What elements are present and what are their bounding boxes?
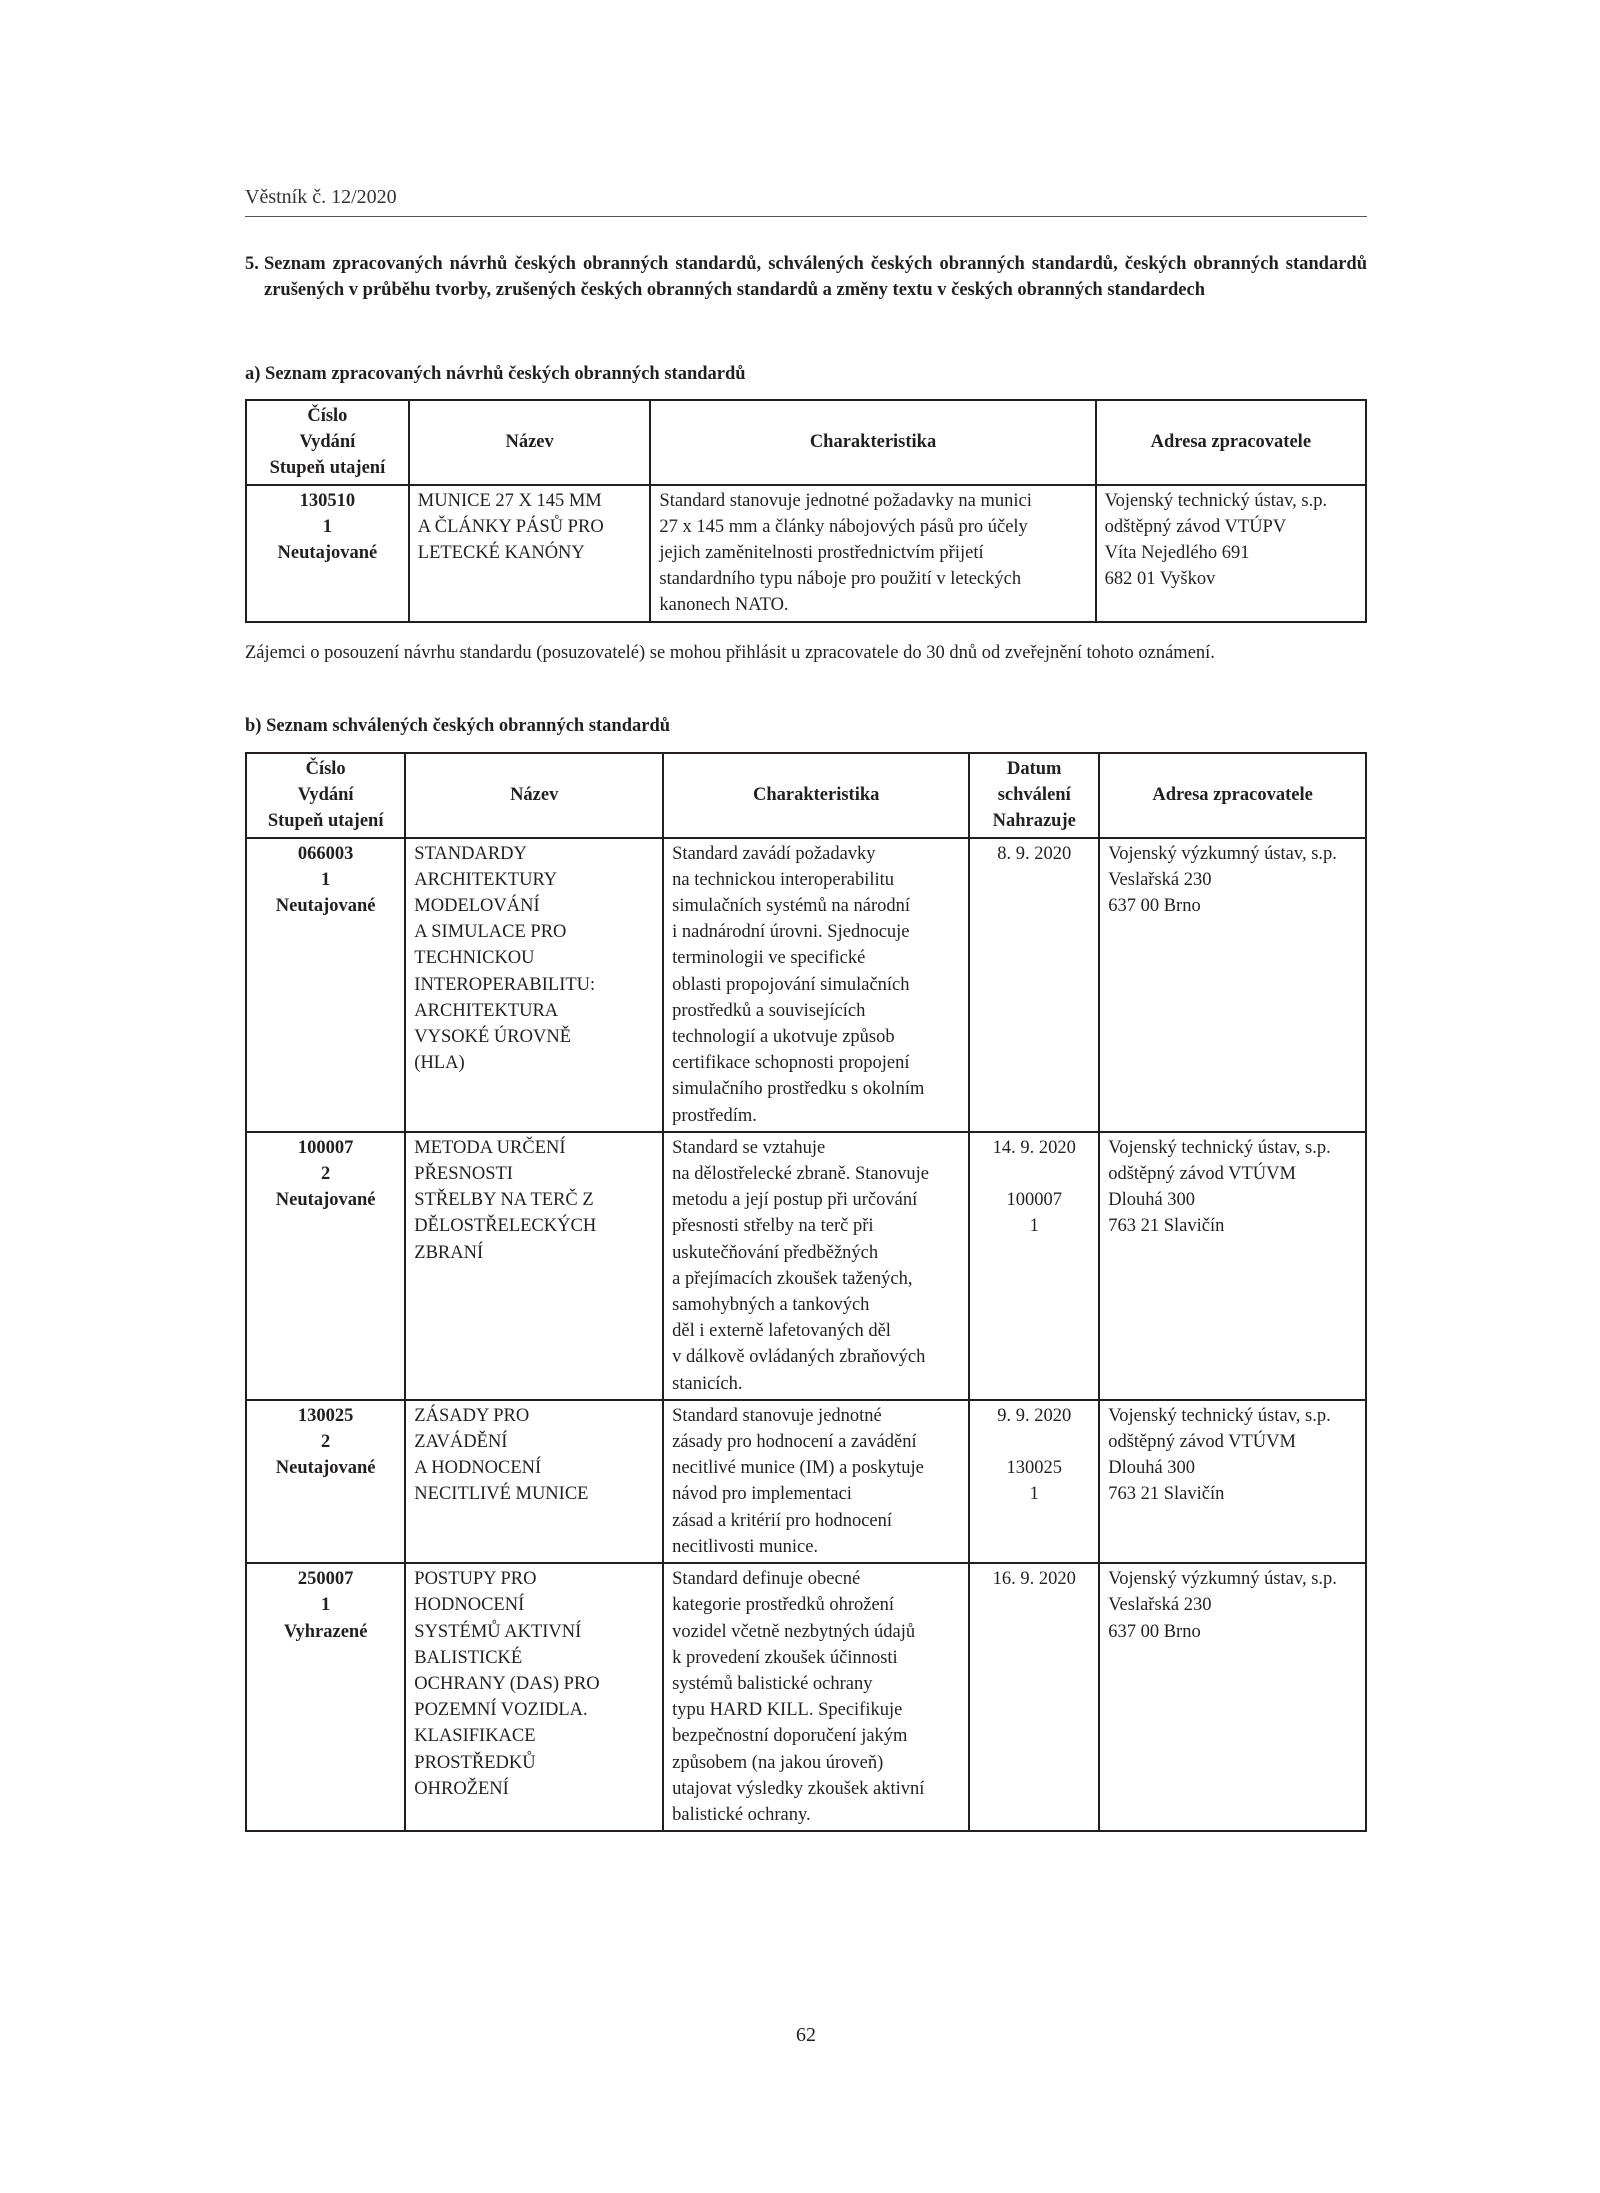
standard-edition: 2 — [321, 1432, 331, 1453]
classification: Neutajované — [275, 896, 376, 917]
name-line: ARCHITEKTURY — [414, 869, 558, 890]
char-line: způsobem (na jakou úroveň) — [672, 1752, 884, 1773]
char-line: bezpečnostní doporučení jakým — [672, 1726, 908, 1747]
address-line: Veslařská 230 — [1108, 869, 1212, 890]
char-line: balistické ochrany. — [672, 1804, 811, 1825]
char-line: oblasti propojování simulačních — [672, 974, 910, 995]
name-line: SYSTÉMŮ AKTIVNÍ — [414, 1621, 582, 1642]
char-line: standardního typu náboje pro použití v leteckých — [659, 569, 1022, 590]
date-cell — [969, 1400, 1099, 1563]
char-line: kategorie prostředků ohrožení — [672, 1595, 895, 1616]
address-line: Vojenský výzkumný ústav, s.p. — [1108, 1569, 1337, 1590]
name-line: METODA URČENÍ — [414, 1137, 566, 1158]
standard-id-cell — [246, 485, 409, 622]
table-row — [246, 485, 1366, 622]
address-line: Vojenský technický ústav, s.p. — [1104, 490, 1328, 511]
char-line: v dálkově ovládaných zbraňových — [672, 1347, 926, 1368]
standard-name-cell — [405, 1400, 663, 1563]
name-line: INTEROPERABILITU: — [414, 974, 596, 995]
replaces-edition: 1 — [1029, 1484, 1039, 1505]
running-header: Věstník č. 12/2020 — [245, 186, 397, 208]
approval-date: 16. 9. 2020 — [992, 1569, 1076, 1590]
header-line: Datum — [1006, 759, 1062, 779]
column-header-characteristic: Charakteristika — [663, 753, 969, 838]
name-line: KLASIFIKACE — [414, 1726, 536, 1747]
address-line: Vojenský technický ústav, s.p. — [1108, 1137, 1331, 1158]
char-line: zásad a kritérií pro hodnocení — [672, 1510, 892, 1531]
standard-name-cell — [409, 485, 651, 622]
column-header-address: Adresa zpracovatele — [1096, 400, 1366, 485]
address-line: 763 21 Slavičín — [1108, 1216, 1225, 1237]
table-header-row — [246, 753, 1366, 838]
header-line: schválení — [997, 785, 1071, 806]
standard-name-cell — [405, 838, 663, 1132]
char-line: prostředím. — [672, 1105, 757, 1126]
date-cell — [969, 1563, 1099, 1831]
standard-edition: 1 — [322, 516, 333, 537]
standard-id-cell — [246, 1400, 405, 1563]
name-line: OHROŽENÍ — [414, 1778, 509, 1799]
char-line: na dělostřelecké zbraně. Stanovuje — [672, 1164, 929, 1185]
char-line: Standard definuje obecné — [672, 1569, 861, 1590]
date-cell — [969, 1132, 1099, 1400]
name-line: STŘELBY NA TERČ Z — [414, 1190, 594, 1211]
char-line: necitlivosti munice. — [672, 1536, 819, 1557]
name-line: A SIMULACE PRO — [414, 922, 567, 943]
char-line: systémů balistické ochrany — [672, 1673, 873, 1694]
char-line: k provedení zkoušek účinnosti — [672, 1647, 898, 1668]
column-header-id — [246, 400, 409, 485]
address-cell — [1099, 838, 1366, 1132]
char-line: děl i externě lafetovaných děl — [672, 1321, 891, 1342]
header-line: Číslo — [305, 759, 346, 779]
name-line: POSTUPY PRO — [414, 1569, 537, 1590]
address-line: odštěpný závod VTÚVM — [1108, 1164, 1296, 1185]
standard-id-cell — [246, 1563, 405, 1831]
standard-id-cell — [246, 838, 405, 1132]
characteristic-cell — [663, 838, 969, 1132]
name-line: ARCHITEKTURA — [414, 1000, 559, 1021]
header-line: Vydání — [297, 785, 354, 806]
name-line: ZAVÁDĚNÍ — [414, 1432, 508, 1453]
char-line: Standard stanovuje jednotné — [672, 1405, 882, 1426]
char-line: a přejímacích zkoušek tažených, — [672, 1268, 913, 1289]
char-line: zásady pro hodnocení a zavádění — [672, 1432, 917, 1453]
classification: Neutajované — [275, 1190, 376, 1211]
date-cell — [969, 838, 1099, 1132]
reviewer-note: Zájemci o posouzení návrhu standardu (posuzovatelé) se mohou přihlásit u zpracovatele do 30 dnů od zveřejnění tohoto oznámení. — [245, 643, 1215, 663]
table-row — [246, 1132, 1366, 1400]
address-cell — [1099, 1563, 1366, 1831]
characteristic-cell — [663, 1400, 969, 1563]
characteristic-cell — [663, 1563, 969, 1831]
name-line: LETECKÉ KANÓNY — [417, 543, 585, 564]
standard-number: 250007 — [297, 1569, 354, 1590]
draft-standards-table — [245, 399, 1367, 623]
standard-number: 130025 — [297, 1405, 354, 1426]
section-heading — [245, 251, 1367, 303]
char-line: stanicích. — [672, 1373, 743, 1394]
char-line: kanonech NATO. — [659, 595, 789, 616]
replaces-edition: 1 — [1029, 1216, 1039, 1237]
char-line: i nadnárodní úrovni. Sjednocuje — [672, 922, 910, 943]
name-line: PROSTŘEDKŮ — [414, 1752, 536, 1773]
char-line: necitlivé munice (IM) a poskytuje — [672, 1458, 924, 1479]
char-line: prostředků a souvisejících — [672, 1000, 866, 1021]
characteristic-cell — [650, 485, 1095, 622]
spacer — [978, 1161, 1090, 1187]
char-line: na technickou interoperabilitu — [672, 869, 895, 890]
column-header-date — [969, 753, 1099, 838]
char-line: metodu a její postup při určování — [672, 1190, 918, 1211]
replaces-number: 100007 — [1006, 1190, 1062, 1211]
name-line: PŘESNOSTI — [414, 1164, 513, 1185]
char-line: Standard stanovuje jednotné požadavky na munici — [659, 490, 1032, 511]
char-line: samohybných a tankových — [672, 1295, 870, 1316]
header-line: Stupeň utajení — [267, 811, 384, 832]
standard-edition: 1 — [321, 1595, 331, 1616]
part-b-heading: b) Seznam schválených českých obranných standardů — [245, 716, 671, 736]
char-line: typu HARD KILL. Specifikuje — [672, 1700, 903, 1721]
classification: Neutajované — [275, 1458, 376, 1479]
column-header-name: Název — [409, 400, 651, 485]
address-line: 763 21 Slavičín — [1108, 1484, 1225, 1505]
table-header-row — [246, 400, 1366, 485]
name-line: TECHNICKOU — [414, 948, 535, 969]
name-line: HODNOCENÍ — [414, 1595, 525, 1616]
address-line: Víta Nejedlého 691 — [1104, 543, 1250, 564]
column-header-id — [246, 753, 405, 838]
name-line: POZEMNÍ VOZIDLA. — [414, 1700, 588, 1721]
name-line: VYSOKÉ ÚROVNĚ — [414, 1027, 572, 1048]
header-line: Vydání — [299, 432, 356, 453]
standard-number: 100007 — [297, 1137, 354, 1158]
section-title: Seznam zpracovaných návrhů českých obranných standardů, schválených českých obranných standardů, českých obranných standardů zrušených v průběhu tvorby, zrušených českých obranných standardů a změny textu v českých obranných standardech — [264, 254, 1367, 300]
standard-number: 130510 — [299, 490, 356, 511]
column-header-characteristic: Charakteristika — [650, 400, 1095, 485]
address-line: odštěpný závod VTÚPV — [1104, 516, 1287, 537]
address-line: 637 00 Brno — [1108, 1621, 1201, 1642]
address-line: Vojenský výzkumný ústav, s.p. — [1108, 843, 1337, 864]
part-a-heading: a) Seznam zpracovaných návrhů českých obranných standardů — [245, 364, 746, 384]
classification: Neutajované — [277, 543, 378, 564]
address-line: Vojenský technický ústav, s.p. — [1108, 1405, 1331, 1426]
char-line: uskutečňování předběžných — [672, 1242, 879, 1263]
classification: Vyhrazené — [283, 1621, 368, 1642]
char-line: Standard zavádí požadavky — [672, 843, 876, 864]
name-line: ZBRANÍ — [414, 1242, 484, 1263]
name-line: ZÁSADY PRO — [414, 1405, 530, 1426]
char-line: vozidel včetně nezbytných údajů — [672, 1621, 916, 1642]
name-line: BALISTICKÉ — [414, 1647, 523, 1668]
name-line: MODELOVÁNÍ — [414, 896, 540, 917]
char-line: technologií a ukotvuje způsob — [672, 1027, 895, 1048]
char-line: simulačních systémů na národní — [672, 896, 911, 917]
standard-name-cell — [405, 1132, 663, 1400]
standard-number: 066003 — [297, 843, 354, 864]
approval-date: 9. 9. 2020 — [997, 1405, 1072, 1426]
address-line: odštěpný závod VTÚVM — [1108, 1432, 1296, 1453]
address-line: Dlouhá 300 — [1108, 1458, 1196, 1479]
char-line: 27 x 145 mm a články nábojových pásů pro účely — [659, 516, 1028, 537]
characteristic-cell — [663, 1132, 969, 1400]
char-line: přesnosti střelby na terč při — [672, 1216, 874, 1237]
address-cell — [1099, 1400, 1366, 1563]
standard-edition: 1 — [321, 869, 331, 890]
standard-edition: 2 — [321, 1164, 331, 1185]
name-line: DĚLOSTŘELECKÝCH — [414, 1216, 597, 1237]
approved-standards-table — [245, 752, 1367, 1832]
char-line: utajovat výsledky zkoušek aktivní — [672, 1778, 925, 1799]
spacer — [978, 1429, 1090, 1455]
header-line: Stupeň utajení — [269, 458, 386, 479]
table-row — [246, 1400, 1366, 1563]
char-line: certifikace schopnosti propojení — [672, 1053, 910, 1074]
header-rule — [245, 216, 1367, 217]
approval-date: 14. 9. 2020 — [992, 1137, 1076, 1158]
char-line: návod pro implementaci — [672, 1484, 852, 1505]
replaces-number: 130025 — [1006, 1458, 1062, 1479]
address-cell — [1096, 485, 1366, 622]
table-row — [246, 1563, 1366, 1831]
address-cell — [1099, 1132, 1366, 1400]
table-row — [246, 838, 1366, 1132]
char-line: Standard se vztahuje — [672, 1137, 826, 1158]
char-line: terminologii ve specifické — [672, 948, 866, 969]
address-line: Dlouhá 300 — [1108, 1190, 1196, 1211]
name-line: NECITLIVÉ MUNICE — [414, 1484, 589, 1505]
char-line: simulačního prostředku s okolním — [672, 1079, 925, 1100]
name-line: STANDARDY — [414, 843, 527, 864]
name-line: A ČLÁNKY PÁSŮ PRO — [417, 516, 604, 537]
name-line: OCHRANY (DAS) PRO — [414, 1673, 600, 1694]
name-line: A HODNOCENÍ — [414, 1458, 542, 1479]
approval-date: 8. 9. 2020 — [997, 843, 1072, 864]
standard-name-cell — [405, 1563, 663, 1831]
address-line: 637 00 Brno — [1108, 896, 1201, 917]
standard-id-cell — [246, 1132, 405, 1400]
address-line: 682 01 Vyškov — [1104, 569, 1216, 590]
section-number: 5. — [245, 254, 259, 274]
char-line: jejich zaměnitelnosti prostřednictvím přijetí — [659, 543, 984, 564]
name-line: (HLA) — [414, 1053, 465, 1074]
header-line: Nahrazuje — [992, 811, 1076, 832]
header-line: Číslo — [307, 406, 348, 426]
column-header-address: Adresa zpracovatele — [1099, 753, 1366, 838]
column-header-name: Název — [405, 753, 663, 838]
name-line: MUNICE 27 X 145 MM — [417, 490, 602, 511]
address-line: Veslařská 230 — [1108, 1595, 1212, 1616]
page-number: 62 — [796, 2024, 816, 2046]
